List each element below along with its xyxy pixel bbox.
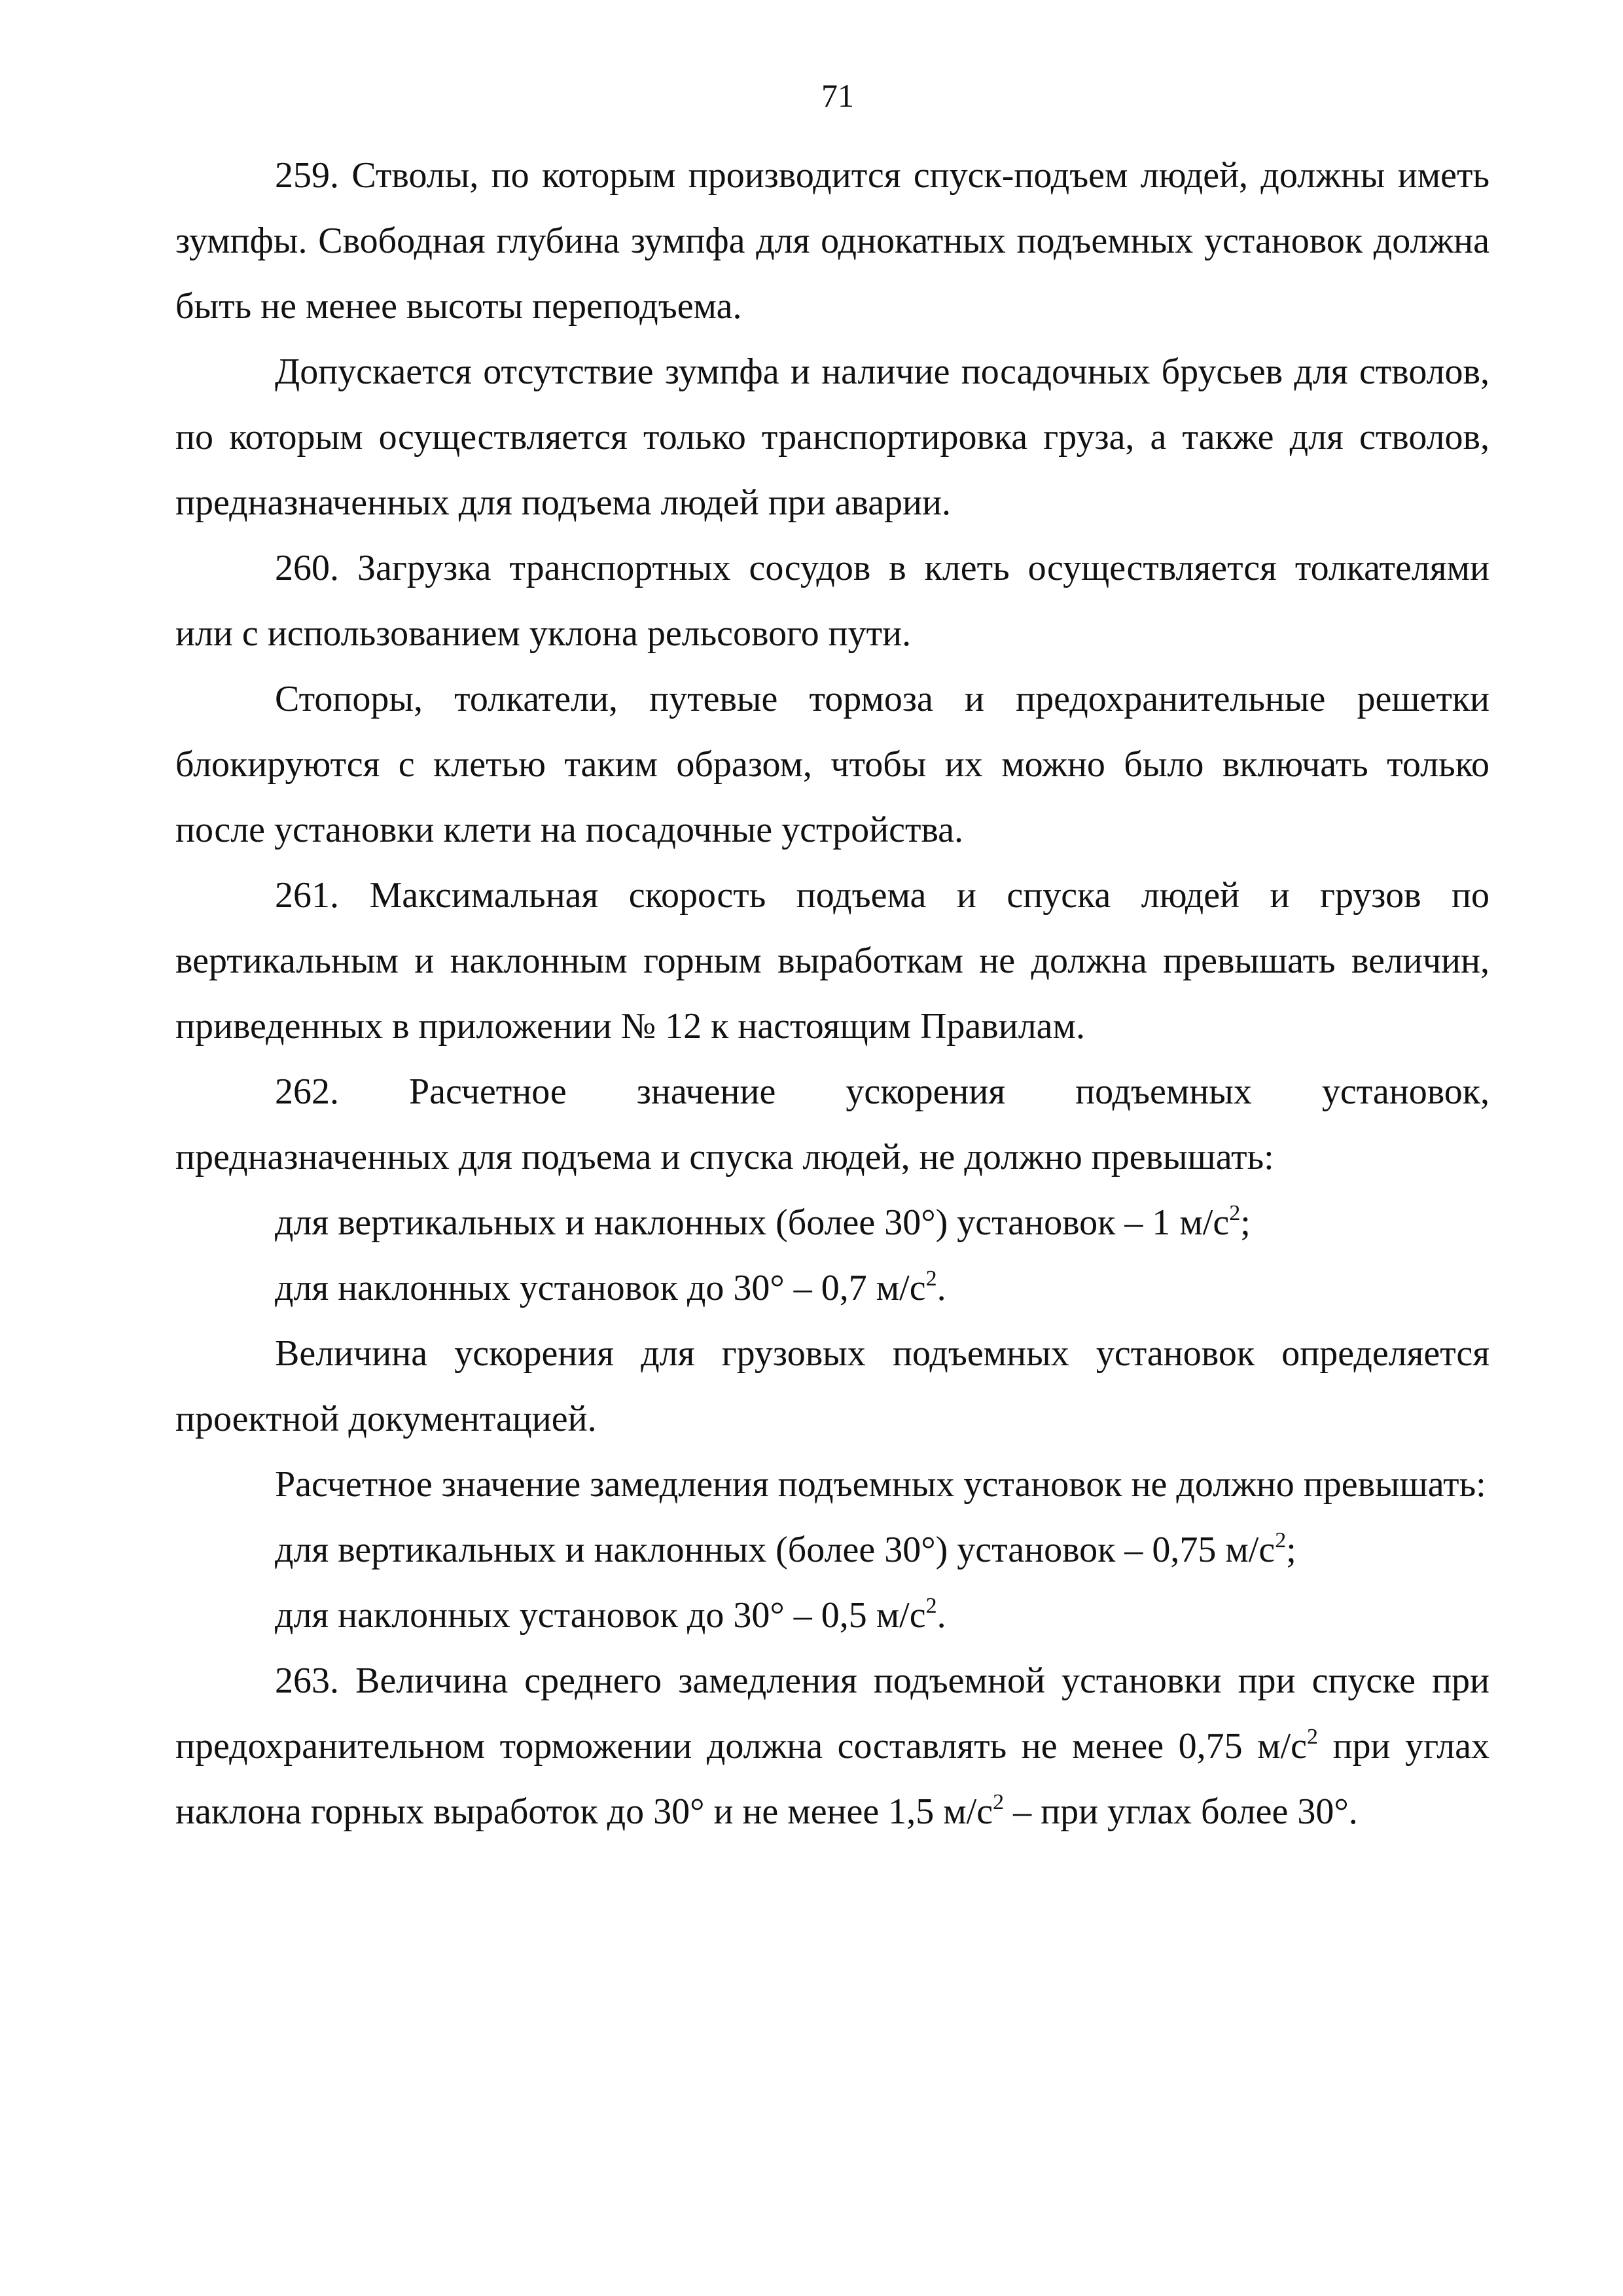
item-punct: ; xyxy=(1286,1530,1296,1570)
document-body xyxy=(175,143,1489,1844)
superscript: 2 xyxy=(993,1790,1005,1814)
superscript: 2 xyxy=(925,1266,937,1291)
paragraph-cargo-acceleration: Величина ускорения для грузовых подъемных установок определяется проектной документацией. xyxy=(175,1333,1489,1439)
paragraph-259-note: Допускается отсутствие зумпфа и наличие посадочных брусьев для стволов, по которым осуществляется только транспортировка груза, а также для стволов, предназначенных для подъема людей при аварии. xyxy=(175,351,1489,523)
paragraph-259: 259. Стволы, по которым производится спуск-подъем людей, должны иметь зумпфы. Свободная глубина зумпфа для однокатных подъемных установок должна быть не менее высоты переподъема. xyxy=(175,155,1489,327)
page-number: 71 xyxy=(821,77,854,114)
item-text: для вертикальных и наклонных (более 30°) установок – 1 м/с xyxy=(275,1202,1230,1243)
item-punct: . xyxy=(936,1595,946,1636)
superscript: 2 xyxy=(1275,1528,1287,1552)
item-punct: . xyxy=(936,1268,946,1308)
superscript: 2 xyxy=(1229,1201,1241,1225)
paragraph-deceleration: Расчетное значение замедления подъемных установок не должно превышать: xyxy=(275,1464,1486,1505)
acceleration-limit-vertical xyxy=(175,1190,1489,1255)
paragraph-263-part1: 263. Величина среднего замедления подъемной установки при спуске при предохранительном торможении должна составлять не менее 0,75 м/с xyxy=(175,1660,1489,1767)
paragraph-263-part3: – при углах более 30°. xyxy=(1004,1791,1358,1832)
paragraph-263-part2: при углах наклона горных выработок до 30° и не менее 1,5 м/с xyxy=(175,1726,1489,1832)
item-text: для наклонных установок до 30° – 0,5 м/с xyxy=(275,1595,926,1636)
paragraph-260: 260. Загрузка транспортных сосудов в клеть осуществляется толкателями или с использованием уклона рельсового пути. xyxy=(175,548,1489,654)
paragraph-262-line1: 262. Расчетное значение ускорения подъемных установок, xyxy=(275,1071,1489,1112)
superscript: 2 xyxy=(925,1594,937,1618)
paragraph-263 xyxy=(175,1648,1489,1844)
deceleration-limit-vertical xyxy=(175,1517,1489,1583)
acceleration-limit-inclined xyxy=(175,1255,1489,1321)
item-text: для вертикальных и наклонных (более 30°) установок – 0,75 м/с xyxy=(275,1530,1275,1570)
paragraph-260-note: Стопоры, толкатели, путевые тормоза и предохранительные решетки блокируются с клетью таким образом, чтобы их можно было включать только после установки клети на посадочные устройства. xyxy=(175,679,1489,850)
item-text: для наклонных установок до 30° – 0,7 м/с xyxy=(275,1268,926,1308)
deceleration-limit-inclined xyxy=(175,1583,1489,1648)
paragraph-262-line2: предназначенных для подъема и спуска людей, не должно превышать: xyxy=(175,1137,1274,1177)
item-punct: ; xyxy=(1240,1202,1251,1243)
superscript: 2 xyxy=(1307,1725,1319,1749)
paragraph-261: 261. Максимальная скорость подъема и спуска людей и грузов по вертикальным и наклонным горным выработкам не должна превышать величин, приведенных в приложении № 12 к настоящим Правилам. xyxy=(175,875,1489,1047)
